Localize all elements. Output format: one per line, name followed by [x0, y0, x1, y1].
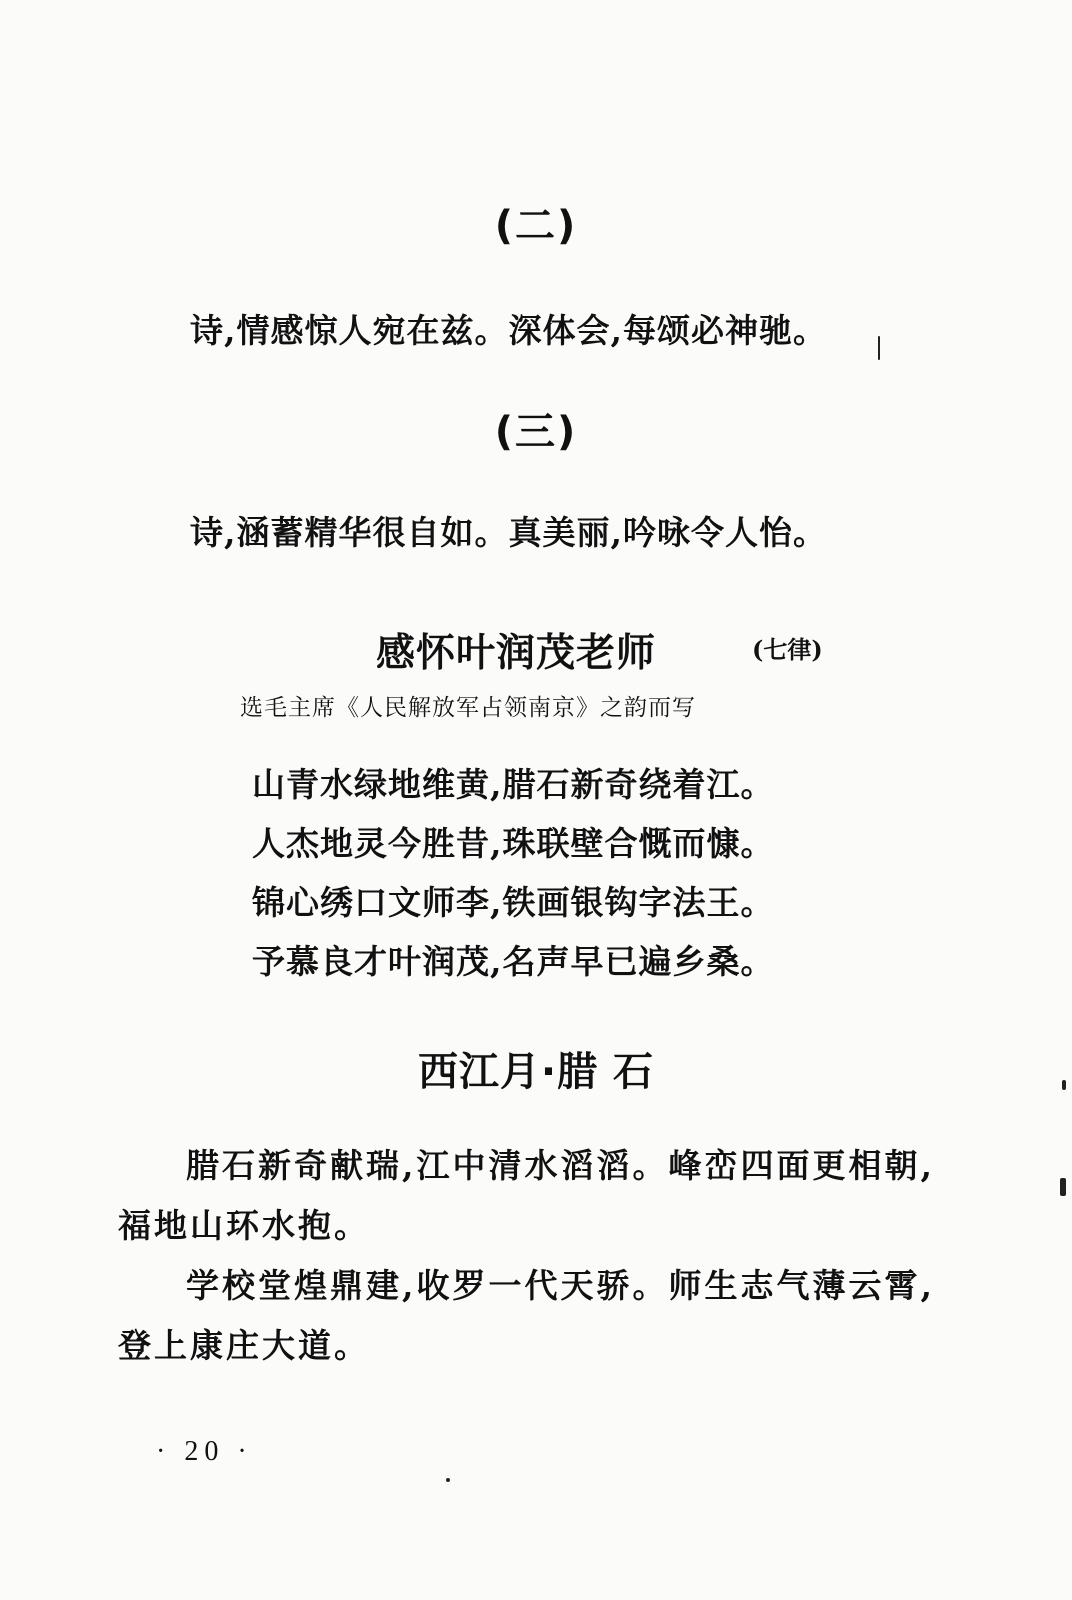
ci-paragraph-2: 学校堂煌鼎建,收罗一代天骄。师生志气薄云霄,登上康庄大道。: [118, 1266, 935, 1365]
section-three-heading: (三): [494, 409, 578, 455]
ci-paragraph-1: 腊石新奇献瑞,江中清水滔滔。峰峦四面更相朝,福地山环水抱。: [118, 1146, 935, 1245]
poem-line-3: 锦心绣口文师李,铁画银钩字法王。: [252, 883, 775, 922]
poem-line-2: 人杰地灵今胜昔,珠联壁合慨而慷。: [252, 824, 775, 863]
scan-speck: [1062, 1080, 1066, 1090]
page-number: · 20 ·: [156, 1436, 253, 1467]
poem-form: (七律): [752, 635, 823, 664]
scan-speck: [446, 1478, 450, 1482]
section-two-line: 诗,情感惊人宛在兹。深体会,每颂必神驰。: [190, 311, 827, 350]
scan-speck: [878, 336, 880, 360]
section-three-line: 诗,涵蓄精华很自如。真美丽,吟咏令人怡。: [190, 513, 827, 552]
poem-title-row: [0, 622, 1072, 676]
poem-line-4: 予慕良才叶润茂,名声早已遍乡桑。: [252, 942, 775, 981]
scan-speck: [1060, 1178, 1066, 1196]
poem-subtitle: 选毛主席《人民解放军占领南京》之韵而写: [240, 695, 696, 721]
ci-title: 西江月·腊 石: [417, 1049, 655, 1095]
section-two-heading: (二): [494, 203, 578, 249]
poem-title: 感怀叶润茂老师: [376, 631, 657, 676]
poem-line-1: 山青水绿地维黄,腊石新奇绕着江。: [252, 765, 775, 804]
